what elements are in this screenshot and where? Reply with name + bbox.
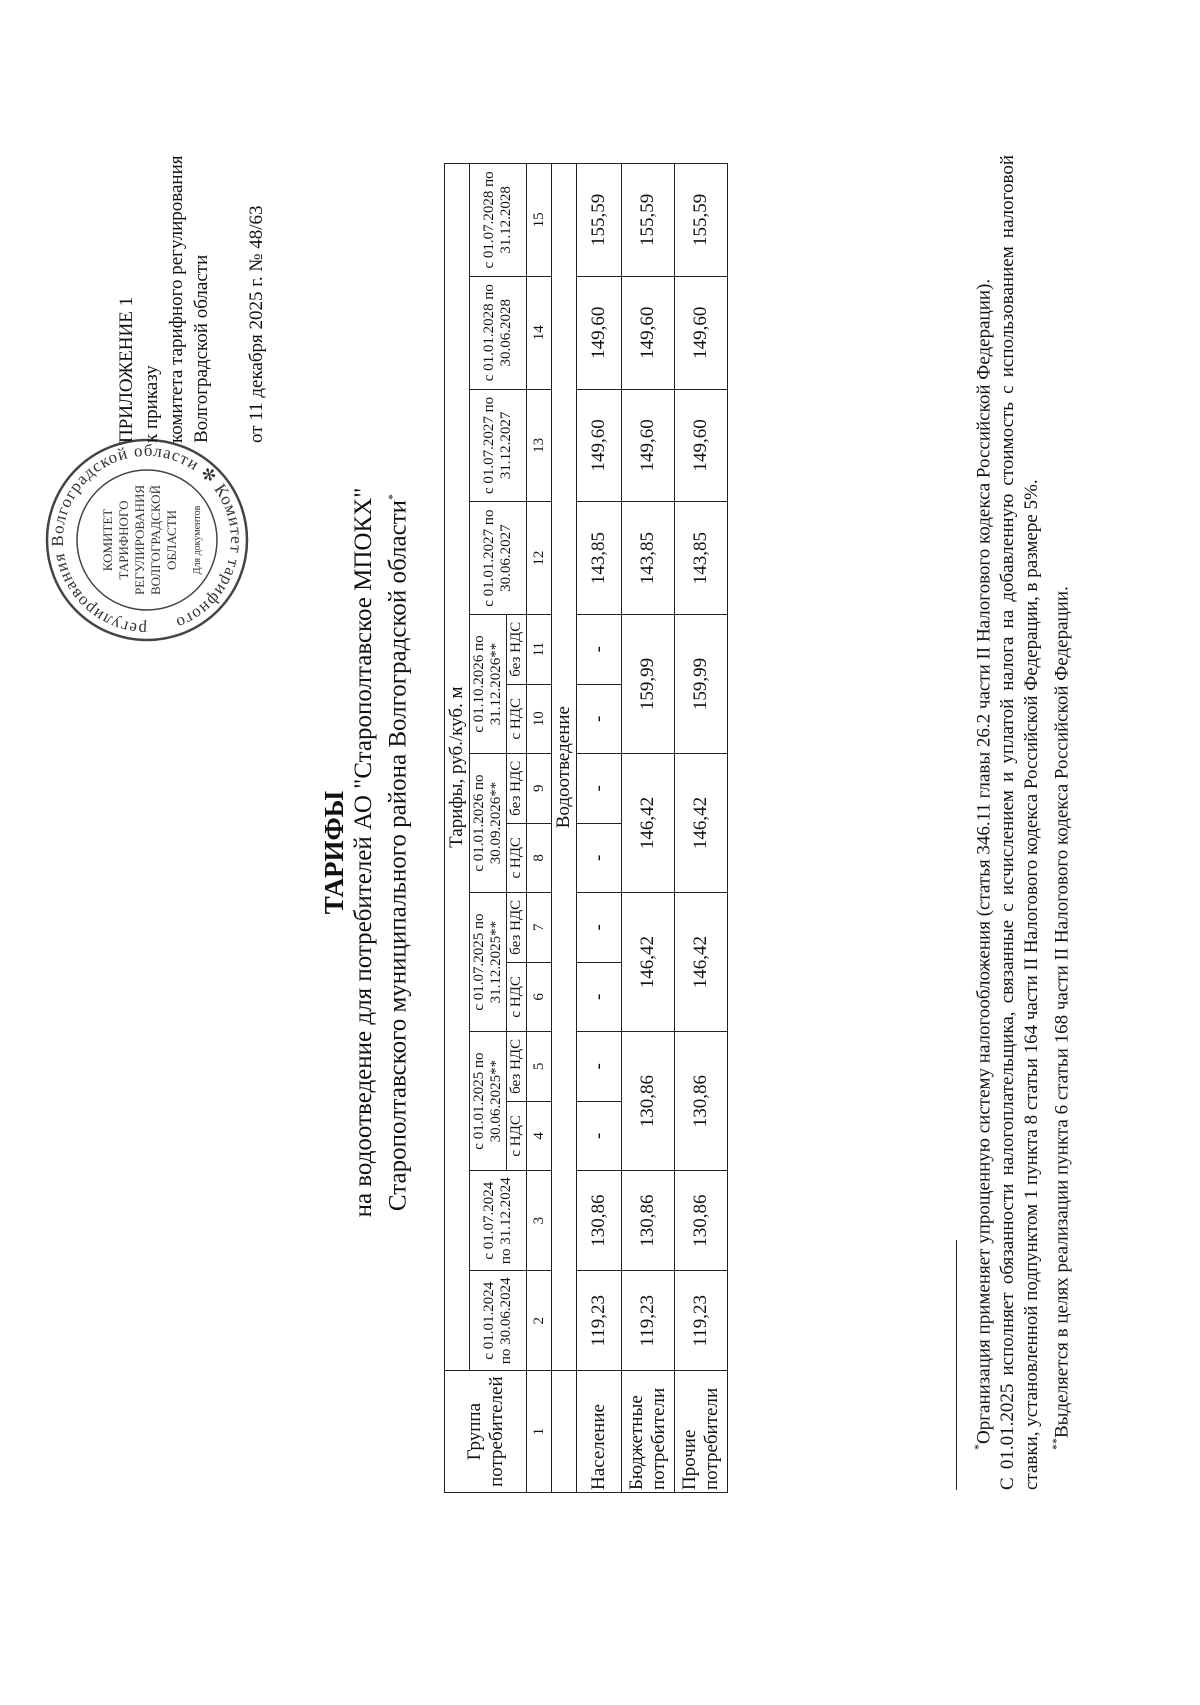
header-period-4: с 01.07.2025 по 31.12.2025** bbox=[470, 893, 507, 1032]
col-number: 11 bbox=[527, 615, 552, 685]
region-name: Волгоградской области bbox=[191, 254, 212, 443]
tariff-cell: - bbox=[577, 893, 622, 963]
col-number: 12 bbox=[527, 502, 552, 615]
svg-text:Для документов: Для документов bbox=[192, 505, 203, 575]
header-without-vat: без НДС bbox=[507, 1032, 527, 1102]
tariff-cell: 155,59 bbox=[675, 164, 728, 277]
document-title-block bbox=[320, 300, 412, 1405]
header-without-vat: без НДС bbox=[507, 615, 527, 685]
document-subtitle-1: на водоотведение для потребителей АО "Старополтавское МПОКХ" bbox=[350, 487, 377, 1218]
tariff-cell: 159,99 bbox=[622, 615, 675, 754]
tariff-cell: 143,85 bbox=[675, 502, 728, 615]
footnotes-block bbox=[966, 155, 1075, 1490]
tariff-cell: 143,85 bbox=[622, 502, 675, 615]
header-tariffs: Тарифы, руб./куб. м bbox=[445, 164, 470, 1371]
tariff-cell: 149,60 bbox=[622, 276, 675, 389]
tariff-cell: - bbox=[577, 823, 622, 893]
document-title: ТАРИФЫ bbox=[319, 790, 349, 915]
col-number: 5 bbox=[527, 1032, 552, 1102]
tariff-cell: 146,42 bbox=[622, 754, 675, 893]
tariff-cell: 130,86 bbox=[622, 1171, 675, 1271]
column-number-row bbox=[527, 164, 552, 1493]
tariff-cell: - bbox=[577, 962, 622, 1032]
col-number: 9 bbox=[527, 754, 552, 824]
tariff-cell: 149,60 bbox=[622, 389, 675, 502]
approval-block bbox=[114, 23, 269, 443]
header-with-vat: с НДС bbox=[507, 823, 527, 893]
table-header-row-2 bbox=[470, 164, 507, 1493]
header-period-8: с 01.07.2027 по 31.12.2027 bbox=[470, 389, 527, 502]
col-number: 6 bbox=[527, 962, 552, 1032]
footnote-separator bbox=[956, 1240, 957, 1490]
tariff-table bbox=[444, 163, 728, 1493]
header-period-7: с 01.01.2027 по 30.06.2027 bbox=[470, 502, 527, 615]
col-number: 1 bbox=[527, 1371, 552, 1493]
consumer-group: Прочие потребители bbox=[675, 1371, 728, 1493]
header-without-vat: без НДС bbox=[507, 893, 527, 963]
header-period-6: с 01.10.2026 по 31.12.2026** bbox=[470, 615, 507, 754]
section-title: Водоотведение bbox=[552, 164, 577, 1371]
table-row bbox=[675, 164, 728, 1493]
tariff-cell: 119,23 bbox=[577, 1271, 622, 1371]
consumer-group: Население bbox=[577, 1371, 622, 1493]
tariff-cell: 119,23 bbox=[675, 1271, 728, 1371]
col-number: 14 bbox=[527, 276, 552, 389]
tariff-cell: 149,60 bbox=[675, 276, 728, 389]
tariff-cell: - bbox=[577, 754, 622, 824]
stamp-seal-graphic bbox=[42, 435, 252, 645]
tariff-cell: - bbox=[577, 615, 622, 685]
header-without-vat: без НДС bbox=[507, 754, 527, 824]
col-number: 2 bbox=[527, 1271, 552, 1371]
header-period-2: с 01.07.2024 по 31.12.2024 bbox=[470, 1171, 527, 1271]
tariff-cell: 119,23 bbox=[622, 1271, 675, 1371]
col-number: 10 bbox=[527, 684, 552, 754]
header-period-10: с 01.07.2028 по 31.12.2028 bbox=[470, 164, 527, 277]
header-consumer-group: Группа потребителей bbox=[445, 1371, 527, 1493]
header-period-1: с 01.01.2024 по 30.06.2024 bbox=[470, 1271, 527, 1371]
table-header-row-1 bbox=[445, 164, 470, 1493]
tariff-cell: 155,59 bbox=[622, 164, 675, 277]
header-period-3: с 01.01.2025 по 30.06.2025** bbox=[470, 1032, 507, 1171]
header-period-5: с 01.01.2026 по 30.09.2026** bbox=[470, 754, 507, 893]
svg-text:регулирования Волгоградской об: регулирования Волгоградской области ✻ Комитет тарифного bbox=[47, 440, 247, 640]
tariff-cell: 130,86 bbox=[675, 1032, 728, 1171]
footnote-1: *Организация применяет упрощенную систему налогообложения (статья 346.11 главы 26.2 части II Налогового кодекса Российской Федерации). bbox=[971, 278, 995, 1450]
col-number: 7 bbox=[527, 893, 552, 963]
order-date-number: от 11 декабря 2025 г. № 48/63 bbox=[246, 205, 267, 443]
consumer-group: Бюджетные потребители bbox=[622, 1371, 675, 1493]
table-row bbox=[622, 164, 675, 1493]
official-stamp-seal bbox=[42, 435, 252, 645]
col-number: 13 bbox=[527, 389, 552, 502]
header-with-vat: с НДС bbox=[507, 684, 527, 754]
tariff-cell: 149,60 bbox=[675, 389, 728, 502]
tariff-cell: - bbox=[577, 1101, 622, 1171]
col-number: 8 bbox=[527, 823, 552, 893]
header-with-vat: с НДС bbox=[507, 1101, 527, 1171]
tariff-cell: 149,60 bbox=[577, 276, 622, 389]
tariff-cell: 130,86 bbox=[622, 1032, 675, 1171]
table-row bbox=[577, 164, 622, 1493]
header-with-vat: с НДС bbox=[507, 962, 527, 1032]
col-number: 15 bbox=[527, 164, 552, 277]
svg-text:КОМИТЕТТАРИФНОГОРЕГУЛИРОВАНИЯВ: КОМИТЕТТАРИФНОГОРЕГУЛИРОВАНИЯВОЛГОГРАДСКОЙОБЛАСТИ bbox=[100, 484, 179, 596]
tariff-cell: - bbox=[577, 1032, 622, 1102]
tariff-cell: 155,59 bbox=[577, 164, 622, 277]
footnote-2: **Выделяется в целях реализации пункта 6 статьи 168 части II Налогового кодекса Российской Федерации. bbox=[1049, 586, 1073, 1450]
tariff-cell: 149,60 bbox=[577, 389, 622, 502]
tariff-cell: - bbox=[577, 684, 622, 754]
tariff-cell: 146,42 bbox=[675, 754, 728, 893]
tariff-cell: 159,99 bbox=[675, 615, 728, 754]
col-number: 3 bbox=[527, 1171, 552, 1271]
footnote-1-continued: С 01.01.2025 исполняет обязанности налогоплательщика, связанные с исчислением и уплатой налога на добавленную стоимость с использованием налоговой ставки, установленной подпунктом 1 пункта 8 статьи 164 части II Налогового кодекса Российской Федерации, в размере 5%. bbox=[997, 155, 1043, 1490]
tariff-cell: 146,42 bbox=[675, 893, 728, 1032]
document-subtitle-2: Старополтавского муниципального района Волгоградской области* bbox=[384, 493, 412, 1212]
appendix-to-order: к приказу bbox=[141, 365, 162, 443]
section-row bbox=[552, 164, 577, 1493]
tariff-cell: 146,42 bbox=[622, 893, 675, 1032]
header-period-9: с 01.01.2028 по 30.06.2028 bbox=[470, 276, 527, 389]
tariff-cell: 130,86 bbox=[675, 1171, 728, 1271]
appendix-label: ПРИЛОЖЕНИЕ 1 bbox=[116, 296, 137, 443]
tariff-cell: 143,85 bbox=[577, 502, 622, 615]
col-number: 4 bbox=[527, 1101, 552, 1171]
committee-name: комитета тарифного регулирования bbox=[166, 155, 187, 443]
tariff-cell: 130,86 bbox=[577, 1171, 622, 1271]
